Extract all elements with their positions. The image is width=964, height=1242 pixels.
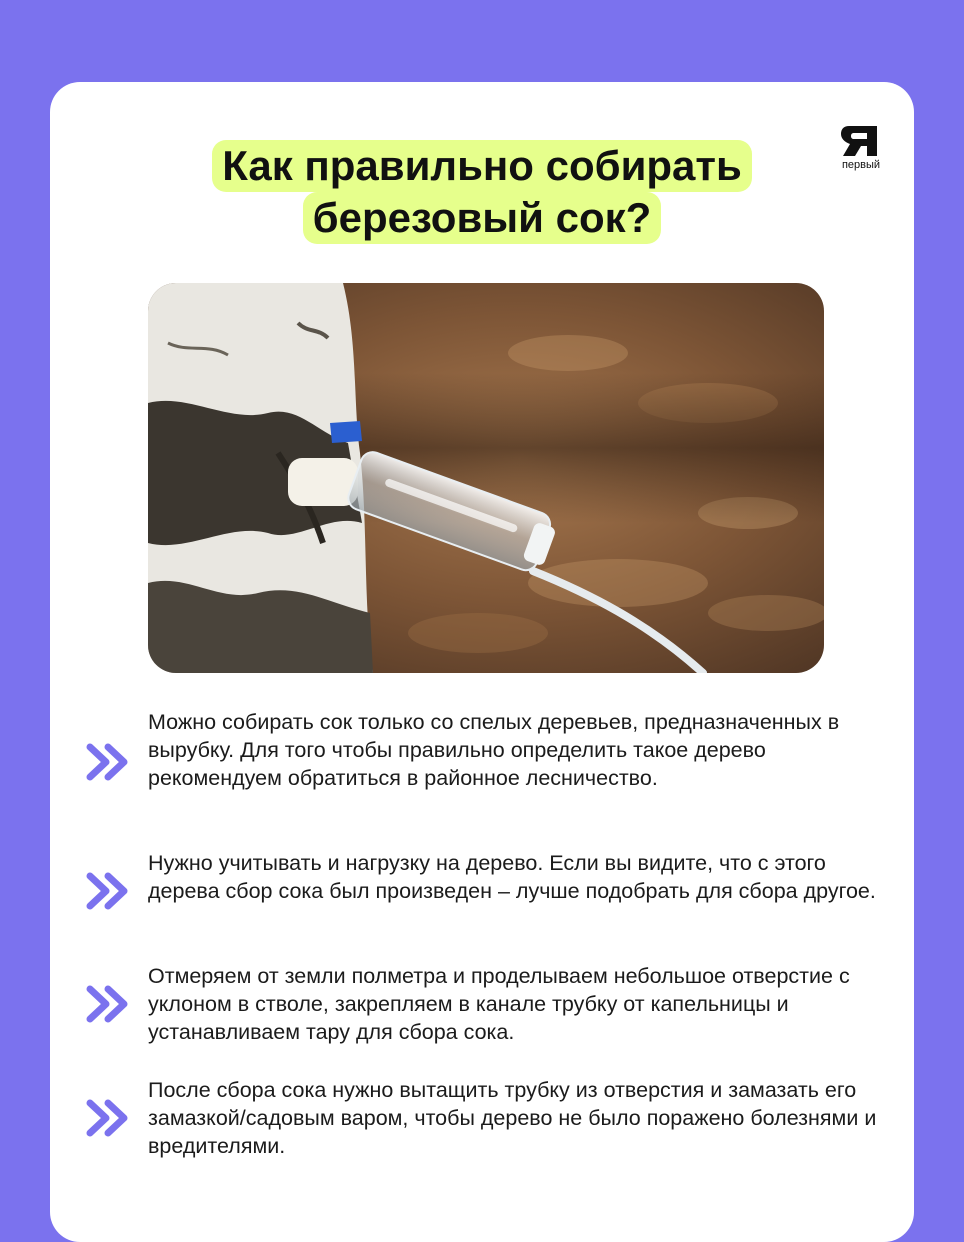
- birch-tap-illustration: [148, 283, 824, 673]
- title-line-1: Как правильно собирать: [212, 140, 752, 192]
- birch-sap-photo: [148, 283, 824, 673]
- double-chevron-right-icon: [86, 1098, 130, 1138]
- content-card: [50, 82, 914, 1242]
- page-title: [50, 140, 914, 244]
- double-chevron-right-icon: [86, 984, 130, 1024]
- double-chevron-right-icon: [86, 742, 130, 782]
- item-text: После сбора сока нужно вытащить трубку из отверстия и замазать его замазкой/садовым варом, чтобы дерево не было поражено болезнями и вредителями.: [148, 1078, 877, 1158]
- item-text: Отмеряем от земли полметра и проделываем небольшое отверстие с уклоном в стволе, закрепляем в канале трубку от капельницы и устанавливаем тару для сбора сока.: [148, 964, 850, 1044]
- item-text: Можно собирать сок только со спелых деревьев, предназначенных в вырубку. Для того чтобы правильно определить такое дерево рекомендуем обратиться в районное лесничество.: [148, 710, 840, 790]
- item-text: Нужно учитывать и нагрузку на дерево. Если вы видите, что с этого дерева сбор сока был произведен – лучше подобрать для сбора другое.: [148, 851, 876, 903]
- double-chevron-right-icon: [86, 871, 130, 911]
- title-line-2: березовый сок?: [303, 192, 662, 244]
- logo-caption: первый: [841, 159, 881, 171]
